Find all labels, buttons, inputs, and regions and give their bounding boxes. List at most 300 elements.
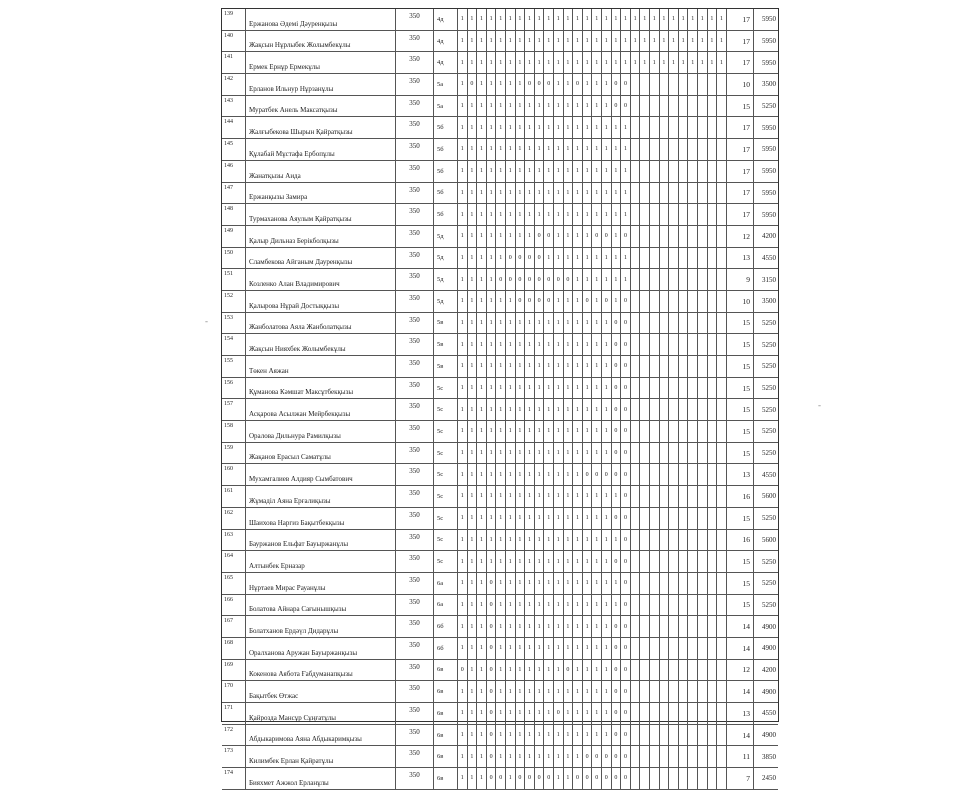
day-mark: 0 xyxy=(496,768,506,789)
day-mark xyxy=(640,74,650,95)
day-mark xyxy=(650,768,660,789)
day-mark: 1 xyxy=(506,117,516,138)
day-mark: 0 xyxy=(554,703,564,724)
day-mark: 1 xyxy=(602,161,612,182)
row-number: 168 xyxy=(222,638,246,659)
day-mark xyxy=(708,660,718,681)
student-name: Бауржанов Ельфат Бауыржанұлы xyxy=(246,530,396,551)
day-mark: 0 xyxy=(612,334,622,355)
class-label: 5д xyxy=(434,226,458,247)
day-mark: 1 xyxy=(612,530,622,551)
day-mark xyxy=(679,768,689,789)
days-count: 10 xyxy=(726,74,754,95)
row-number: 169 xyxy=(222,660,246,681)
day-mark: 1 xyxy=(525,551,535,572)
class-label: 5с xyxy=(434,530,458,551)
day-mark: 1 xyxy=(544,117,554,138)
days-count: 9 xyxy=(726,269,754,290)
day-mark: 1 xyxy=(458,204,468,225)
day-mark xyxy=(679,139,689,160)
day-mark: 1 xyxy=(477,291,487,312)
day-mark xyxy=(679,703,689,724)
day-mark: 1 xyxy=(468,551,478,572)
day-mark: 1 xyxy=(496,334,506,355)
meal-price: 350 xyxy=(396,616,434,637)
table-row xyxy=(222,595,778,617)
day-mark xyxy=(650,746,660,767)
day-mark: 1 xyxy=(592,204,602,225)
day-mark: 1 xyxy=(602,378,612,399)
day-mark: 1 xyxy=(468,443,478,464)
day-mark: 1 xyxy=(535,204,545,225)
day-mark xyxy=(650,595,660,616)
day-mark: 0 xyxy=(487,746,497,767)
day-mark: 1 xyxy=(525,703,535,724)
row-number: 150 xyxy=(222,248,246,269)
day-mark xyxy=(669,508,679,529)
day-mark: 1 xyxy=(516,530,526,551)
day-mark xyxy=(660,226,670,247)
day-mark: 0 xyxy=(621,378,631,399)
day-mark: 1 xyxy=(612,595,622,616)
day-mark: 1 xyxy=(516,486,526,507)
day-mark xyxy=(660,74,670,95)
day-mark: 1 xyxy=(516,638,526,659)
day-mark xyxy=(640,681,650,702)
day-mark: 1 xyxy=(602,74,612,95)
meal-price: 350 xyxy=(396,334,434,355)
day-mark xyxy=(679,269,689,290)
days-count: 15 xyxy=(726,334,754,355)
meal-price: 350 xyxy=(396,725,434,746)
day-mark xyxy=(669,573,679,594)
day-mark: 1 xyxy=(564,573,574,594)
meal-price: 350 xyxy=(396,291,434,312)
day-mark: 1 xyxy=(477,52,487,73)
day-mark: 1 xyxy=(535,486,545,507)
day-mark: 1 xyxy=(516,161,526,182)
row-number: 165 xyxy=(222,573,246,594)
day-mark: 1 xyxy=(612,139,622,160)
day-mark: 1 xyxy=(487,486,497,507)
days-count: 13 xyxy=(726,248,754,269)
total-sum: 5250 xyxy=(762,340,776,349)
day-mark: 1 xyxy=(679,9,689,30)
day-mark xyxy=(688,313,698,334)
day-mark: 1 xyxy=(602,334,612,355)
day-mark: 0 xyxy=(487,681,497,702)
day-mark: 0 xyxy=(506,269,516,290)
day-mark: 0 xyxy=(506,248,516,269)
day-mark xyxy=(679,508,689,529)
day-mark: 1 xyxy=(525,486,535,507)
day-mark: 1 xyxy=(516,96,526,117)
class-label: 5в xyxy=(434,334,458,355)
day-mark xyxy=(660,530,670,551)
day-mark: 1 xyxy=(468,356,478,377)
day-mark: 1 xyxy=(516,117,526,138)
day-mark xyxy=(650,139,660,160)
day-mark xyxy=(688,378,698,399)
day-mark: 1 xyxy=(506,9,516,30)
day-mark xyxy=(650,313,660,334)
day-mark xyxy=(669,248,679,269)
day-mark: 1 xyxy=(477,31,487,52)
day-mark: 1 xyxy=(554,681,564,702)
day-mark xyxy=(708,226,718,247)
day-mark xyxy=(640,616,650,637)
day-mark: 1 xyxy=(516,9,526,30)
day-mark: 1 xyxy=(496,573,506,594)
day-mark: 1 xyxy=(535,399,545,420)
meal-price: 350 xyxy=(396,681,434,702)
day-mark xyxy=(640,139,650,160)
day-mark xyxy=(650,378,660,399)
day-mark xyxy=(688,291,698,312)
day-mark xyxy=(669,464,679,485)
day-mark xyxy=(669,399,679,420)
day-mark xyxy=(698,746,708,767)
day-mark xyxy=(631,464,641,485)
day-mark xyxy=(688,356,698,377)
day-mark xyxy=(660,139,670,160)
table-row xyxy=(222,291,778,313)
total-sum: 5950 xyxy=(762,167,776,176)
day-mark: 1 xyxy=(516,595,526,616)
day-mark xyxy=(660,616,670,637)
day-mark: 1 xyxy=(477,746,487,767)
day-mark xyxy=(688,616,698,637)
day-mark: 1 xyxy=(564,464,574,485)
day-mark: 1 xyxy=(573,573,583,594)
day-mark xyxy=(698,204,708,225)
day-mark: 1 xyxy=(698,52,708,73)
day-mark: 1 xyxy=(621,31,631,52)
day-mark: 1 xyxy=(525,638,535,659)
day-mark xyxy=(708,616,718,637)
day-mark xyxy=(650,96,660,117)
day-mark: 1 xyxy=(554,31,564,52)
day-mark xyxy=(650,464,660,485)
day-mark xyxy=(650,660,660,681)
day-mark: 1 xyxy=(516,378,526,399)
day-mark: 1 xyxy=(583,703,593,724)
day-mark: 0 xyxy=(621,421,631,442)
day-mark: 1 xyxy=(516,464,526,485)
class-label: 5с xyxy=(434,443,458,464)
day-mark: 1 xyxy=(583,9,593,30)
day-mark xyxy=(669,703,679,724)
day-mark: 1 xyxy=(496,508,506,529)
day-mark: 1 xyxy=(544,204,554,225)
day-mark xyxy=(698,681,708,702)
meal-price: 350 xyxy=(396,443,434,464)
day-mark: 1 xyxy=(602,399,612,420)
day-mark: 1 xyxy=(592,573,602,594)
day-mark: 1 xyxy=(496,551,506,572)
row-number: 144 xyxy=(222,117,246,138)
day-mark: 1 xyxy=(564,443,574,464)
day-mark xyxy=(708,638,718,659)
class-label: 6в xyxy=(434,725,458,746)
day-mark: 1 xyxy=(554,74,564,95)
day-mark: 1 xyxy=(458,703,468,724)
day-mark: 1 xyxy=(621,183,631,204)
day-mark: 1 xyxy=(487,291,497,312)
day-mark: 1 xyxy=(535,52,545,73)
meal-price: 350 xyxy=(396,486,434,507)
day-mark: 1 xyxy=(564,768,574,789)
day-mark xyxy=(688,139,698,160)
day-mark xyxy=(669,139,679,160)
day-mark xyxy=(708,117,718,138)
day-mark xyxy=(640,226,650,247)
class-label: 4д xyxy=(434,52,458,73)
day-mark xyxy=(631,573,641,594)
day-mark xyxy=(640,334,650,355)
day-mark: 1 xyxy=(506,139,516,160)
row-number: 161 xyxy=(222,486,246,507)
table-row xyxy=(222,573,778,595)
day-mark: 1 xyxy=(506,595,516,616)
meal-price: 350 xyxy=(396,551,434,572)
day-mark xyxy=(669,421,679,442)
total-sum: 5250 xyxy=(762,557,776,566)
day-mark: 1 xyxy=(525,334,535,355)
day-mark xyxy=(679,746,689,767)
days-count: 11 xyxy=(726,746,754,767)
day-mark xyxy=(640,530,650,551)
day-mark: 0 xyxy=(612,313,622,334)
day-mark: 1 xyxy=(468,508,478,529)
day-mark: 1 xyxy=(592,334,602,355)
days-count: 17 xyxy=(726,183,754,204)
day-mark: 1 xyxy=(535,183,545,204)
day-mark: 1 xyxy=(669,52,679,73)
day-mark: 1 xyxy=(525,530,535,551)
day-mark xyxy=(688,595,698,616)
day-mark: 0 xyxy=(621,399,631,420)
total-sum: 2450 xyxy=(762,774,776,783)
day-mark xyxy=(650,486,660,507)
day-mark: 0 xyxy=(487,616,497,637)
day-mark: 1 xyxy=(468,573,478,594)
day-mark: 0 xyxy=(544,768,554,789)
day-mark: 0 xyxy=(612,421,622,442)
day-mark xyxy=(631,725,641,746)
day-mark: 1 xyxy=(458,616,468,637)
day-mark: 1 xyxy=(592,421,602,442)
student-name: Оралханова Аружан Бауыржанқызы xyxy=(246,638,396,659)
day-mark: 1 xyxy=(554,464,564,485)
day-mark xyxy=(669,378,679,399)
day-mark: 1 xyxy=(583,660,593,681)
day-mark: 1 xyxy=(468,9,478,30)
day-mark: 1 xyxy=(544,573,554,594)
day-mark: 1 xyxy=(544,378,554,399)
student-name: Болатова Айнара Сағынышқызы xyxy=(246,595,396,616)
student-name: Ержанова Әдемі Дәуренқызы xyxy=(246,9,396,30)
day-mark xyxy=(688,508,698,529)
day-mark xyxy=(660,248,670,269)
day-mark xyxy=(640,508,650,529)
day-mark: 0 xyxy=(621,746,631,767)
day-mark: 1 xyxy=(612,291,622,312)
meal-price: 350 xyxy=(396,269,434,290)
day-mark: 0 xyxy=(573,74,583,95)
day-mark xyxy=(660,356,670,377)
day-mark: 1 xyxy=(468,681,478,702)
day-mark: 1 xyxy=(602,551,612,572)
day-mark: 1 xyxy=(660,52,670,73)
student-name: Козленко Алан Владимирович xyxy=(246,269,396,290)
day-mark xyxy=(640,703,650,724)
day-mark xyxy=(708,703,718,724)
day-mark: 1 xyxy=(583,96,593,117)
day-mark: 1 xyxy=(554,746,564,767)
days-count: 15 xyxy=(726,378,754,399)
day-mark xyxy=(650,248,660,269)
day-mark: 1 xyxy=(477,703,487,724)
day-mark xyxy=(679,464,689,485)
day-mark xyxy=(688,486,698,507)
day-mark: 1 xyxy=(506,334,516,355)
class-label: 5д xyxy=(434,269,458,290)
table-row xyxy=(222,139,778,161)
day-mark: 1 xyxy=(468,161,478,182)
day-mark: 1 xyxy=(506,638,516,659)
day-mark: 1 xyxy=(544,356,554,377)
day-mark: 1 xyxy=(468,313,478,334)
day-mark: 0 xyxy=(621,486,631,507)
day-mark xyxy=(660,660,670,681)
class-label: 6в xyxy=(434,660,458,681)
day-mark: 0 xyxy=(612,746,622,767)
day-mark: 1 xyxy=(506,96,516,117)
day-mark xyxy=(708,595,718,616)
day-mark xyxy=(631,399,641,420)
day-mark xyxy=(688,703,698,724)
day-mark xyxy=(708,291,718,312)
student-name: Құманова Кәмшат Максұтбекқызы xyxy=(246,378,396,399)
day-mark: 1 xyxy=(516,74,526,95)
days-count: 15 xyxy=(726,443,754,464)
day-mark xyxy=(660,204,670,225)
day-mark: 0 xyxy=(612,96,622,117)
class-label: 5д xyxy=(434,248,458,269)
day-mark: 1 xyxy=(468,226,478,247)
day-mark: 1 xyxy=(554,291,564,312)
day-mark: 1 xyxy=(496,9,506,30)
day-mark: 1 xyxy=(583,74,593,95)
day-mark xyxy=(660,443,670,464)
class-label: 5с xyxy=(434,508,458,529)
days-count: 12 xyxy=(726,226,754,247)
day-mark xyxy=(631,638,641,659)
day-mark xyxy=(688,660,698,681)
day-mark: 1 xyxy=(631,9,641,30)
day-mark: 1 xyxy=(554,9,564,30)
day-mark: 1 xyxy=(554,161,564,182)
class-label: 5д xyxy=(434,291,458,312)
day-mark: 1 xyxy=(506,551,516,572)
days-count: 15 xyxy=(726,96,754,117)
student-name: Турмаханова Аяулым Қайратқызы xyxy=(246,204,396,225)
day-mark: 1 xyxy=(496,399,506,420)
total-sum: 5600 xyxy=(762,492,776,501)
day-mark: 1 xyxy=(487,356,497,377)
day-mark: 1 xyxy=(487,378,497,399)
day-mark: 1 xyxy=(477,421,487,442)
day-mark: 0 xyxy=(602,768,612,789)
day-mark: 1 xyxy=(554,139,564,160)
day-mark: 1 xyxy=(554,183,564,204)
day-mark: 1 xyxy=(602,31,612,52)
table-row xyxy=(222,334,778,356)
table-row xyxy=(222,356,778,378)
day-mark xyxy=(640,595,650,616)
day-mark: 1 xyxy=(535,9,545,30)
row-number: 163 xyxy=(222,530,246,551)
day-mark: 0 xyxy=(516,269,526,290)
day-mark: 1 xyxy=(487,74,497,95)
day-mark: 1 xyxy=(554,356,564,377)
day-mark xyxy=(631,96,641,117)
class-label: 5с xyxy=(434,486,458,507)
day-mark xyxy=(660,486,670,507)
day-mark: 1 xyxy=(583,443,593,464)
day-mark: 1 xyxy=(525,681,535,702)
day-mark xyxy=(679,443,689,464)
day-mark: 1 xyxy=(592,378,602,399)
table-row xyxy=(222,248,778,270)
day-mark: 1 xyxy=(544,703,554,724)
day-mark: 1 xyxy=(516,183,526,204)
table-row xyxy=(222,725,778,747)
day-mark: 1 xyxy=(535,638,545,659)
day-mark: 1 xyxy=(458,9,468,30)
day-mark: 1 xyxy=(554,421,564,442)
day-mark xyxy=(640,204,650,225)
day-mark: 1 xyxy=(544,638,554,659)
day-mark xyxy=(698,161,708,182)
day-mark: 1 xyxy=(535,464,545,485)
student-name: Кокенова Аяботa Ғабдуманапқызы xyxy=(246,660,396,681)
day-mark: 0 xyxy=(621,660,631,681)
day-mark: 1 xyxy=(458,746,468,767)
day-mark: 1 xyxy=(688,9,698,30)
total-sum: 5950 xyxy=(762,145,776,154)
day-mark: 1 xyxy=(612,248,622,269)
day-mark xyxy=(679,226,689,247)
total-sum: 5600 xyxy=(762,535,776,544)
day-mark xyxy=(708,746,718,767)
day-mark: 1 xyxy=(535,660,545,681)
day-mark xyxy=(650,183,660,204)
total-sum: 5250 xyxy=(762,102,776,111)
day-mark: 1 xyxy=(592,595,602,616)
day-mark: 1 xyxy=(477,573,487,594)
day-mark: 1 xyxy=(583,183,593,204)
day-mark xyxy=(698,508,708,529)
day-mark: 1 xyxy=(468,248,478,269)
day-mark: 1 xyxy=(487,399,497,420)
day-mark xyxy=(688,269,698,290)
day-mark xyxy=(650,74,660,95)
day-mark xyxy=(679,204,689,225)
day-mark: 1 xyxy=(621,117,631,138)
day-mark xyxy=(660,117,670,138)
